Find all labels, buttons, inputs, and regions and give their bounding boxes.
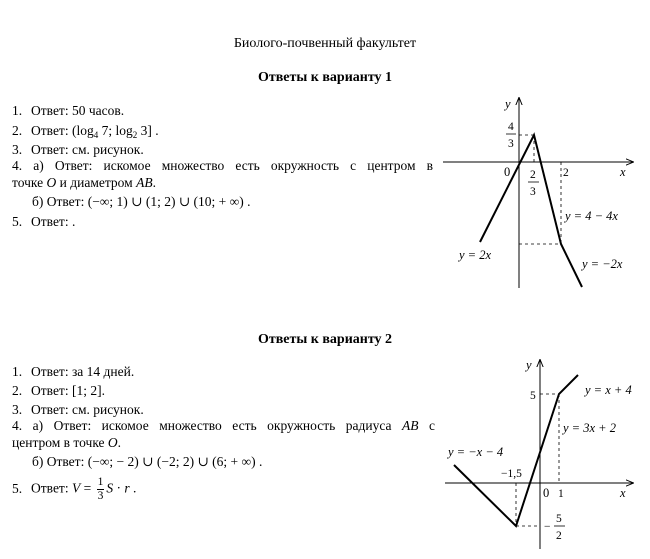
g1-tick-43-den: 3 <box>508 138 514 150</box>
v1-answer-5: 5. Ответ: . <box>12 214 76 229</box>
v2-answer-4b: б) Ответ: (−∞; − 2) ∪ (−2; 2) ∪ (6; + ∞) . <box>32 454 263 469</box>
v2-answer-4a-line1: 4. а) Ответ: искомое множество есть окружность радиуса AB с <box>12 418 435 433</box>
graph-1 <box>443 97 633 288</box>
g1-tick-23-num: 2 <box>530 169 536 181</box>
g1-label-4m4x: y = 4 − 4x <box>565 209 618 223</box>
graph-2 <box>445 358 633 549</box>
g1-x-label: x <box>620 165 626 179</box>
v1-answer-4a-line1: 4. а) Ответ: искомое множество есть окружность с центром в <box>12 158 434 173</box>
v2-answer-2: 2. Ответ: [1; 2]. <box>12 383 105 398</box>
g2-label-3xp2: y = 3x + 2 <box>563 421 616 435</box>
g2-tick-m52-den: 2 <box>556 530 562 542</box>
faculty-title: Биолого-почвенный факультет <box>233 36 417 51</box>
v2-answer-4a-line2: центром в точке O. <box>12 435 122 450</box>
variant-2-title: Ответы к варианту 2 <box>257 332 393 347</box>
g2-tick-m15: −1,5 <box>501 468 522 480</box>
fraction-one-third: $\frac{1}{3}$ <box>97 476 104 502</box>
g2-label-mxm4: y = −x − 4 <box>448 445 504 459</box>
v2-answer-3: 3. Ответ: см. рисунок. <box>12 402 144 417</box>
g2-origin: 0 <box>543 486 550 500</box>
v1-answer-4b: б) Ответ: (−∞; 1) ∪ (1; 2) ∪ (10; + ∞) . <box>32 194 251 209</box>
g1-tick-23-den: 3 <box>530 186 536 198</box>
v2-answer-1: 1. Ответ: за 14 дней. <box>12 364 135 379</box>
v1-answer-3: 3. Ответ: см. рисунок. <box>12 142 144 157</box>
g1-origin: 0 <box>504 165 511 179</box>
g2-tick-m52-sign: − <box>544 521 551 533</box>
g2-y-label: y <box>526 358 532 372</box>
g1-tick-2: 2 <box>563 167 569 179</box>
g1-label-m2x: y = −2x <box>582 257 623 271</box>
g2-tick-m52-num: 5 <box>556 513 562 525</box>
v1-answer-4a-line2: точке O и диаметром AB. <box>12 175 156 190</box>
v2-answer-5: 5. Ответ: V = $\frac{1}{3}$ S · r . <box>12 476 137 502</box>
v1-answer-2: 2. Ответ: ($\log_4$ 7; $\log_2 3$] . <box>12 123 159 140</box>
g1-label-2x: y = 2x <box>459 248 492 262</box>
variant-1-title: Ответы к варианту 1 <box>257 70 393 85</box>
g2-tick-5: 5 <box>530 390 536 402</box>
g1-y-label: y <box>505 97 511 111</box>
g1-tick-43-num: 4 <box>508 121 514 133</box>
g2-tick-1: 1 <box>558 488 564 500</box>
v1-answer-1: 1. Ответ: 50 часов. <box>12 103 125 118</box>
g2-label-xp4: y = x + 4 <box>585 383 632 397</box>
g2-x-label: x <box>620 486 626 500</box>
